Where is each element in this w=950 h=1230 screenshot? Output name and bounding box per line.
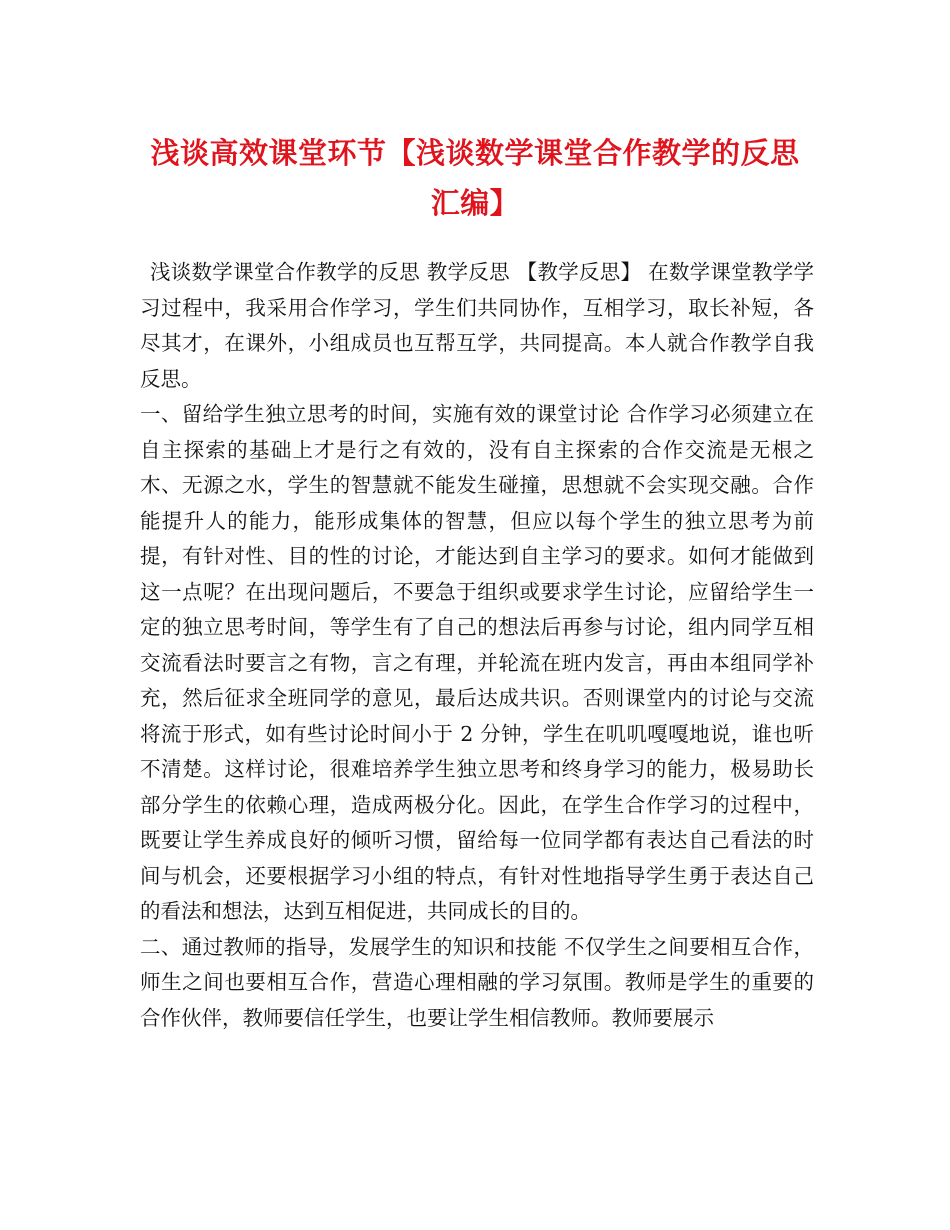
- document-title: 浅谈高效课堂环节【浅谈数学课堂合作教学的反思汇编】: [150, 136, 800, 220]
- paragraph-section-1: 一、留给学生独立思考的时间，实施有效的课堂讨论 合作学习必须建立在自主探索的基础上才是行之有效的，没有自主探索的合作交流是无根之木、无源之水，学生的智慧就不能发生碰撞，思想就不会实现交融。合作能提升人的能力，能形成集体的智慧，但应以每个学生的独立思考为前提，有针对性、目的性的讨论，才能达到自主学习的要求。如何才能做到这一点呢？在出现问题后，不要急于组织或要求学生讨论，应留给学生一定的独立思考时间，等学生有了自己的想法后再参与讨论，组内同学互相交流看法时要言之有物，言之有理，并轮流在班内发言，再由本组同学补充，然后征求全班同学的意见，最后达成共识。否则课堂内的讨论与交流将流于形式，如有些讨论时间小于 2 分钟，学生在叽叽嘎嘎地说，谁也听不清楚。这样讨论，很难培养学生独立思考和终身学习的能力，极易助长部分学生的依赖心理，造成两极分化。因此，在学生合作学习的过程中，既要让学生养成良好的倾听习惯，留给每一位同学都有表达自己看法的时间与机会，还要根据学习小组的特点，有针对性地指导学生勇于表达自己的看法和想法，达到互相促进，共同成长的目的。: [140, 402, 814, 923]
- document-body: [140, 255, 814, 1036]
- paragraph-intro: 浅谈数学课堂合作教学的反思 教学反思 【教学反思】 在数学课堂教学学习过程中，我采用合作学习，学生们共同协作，互相学习，取长补短，各尽其才，在课外，小组成员也互帮互学，共同提高。本人就合作教学自我反思。: [140, 260, 814, 391]
- paragraph-section-2: 二、通过教师的指导，发展学生的知识和技能 不仅学生之间要相互合作，师生之间也要相互合作，营造心理相融的学习氛围。教师是学生的重要的合作伙伴，教师要信任学生，也要让学生相信教师。教师要展示: [140, 934, 814, 1030]
